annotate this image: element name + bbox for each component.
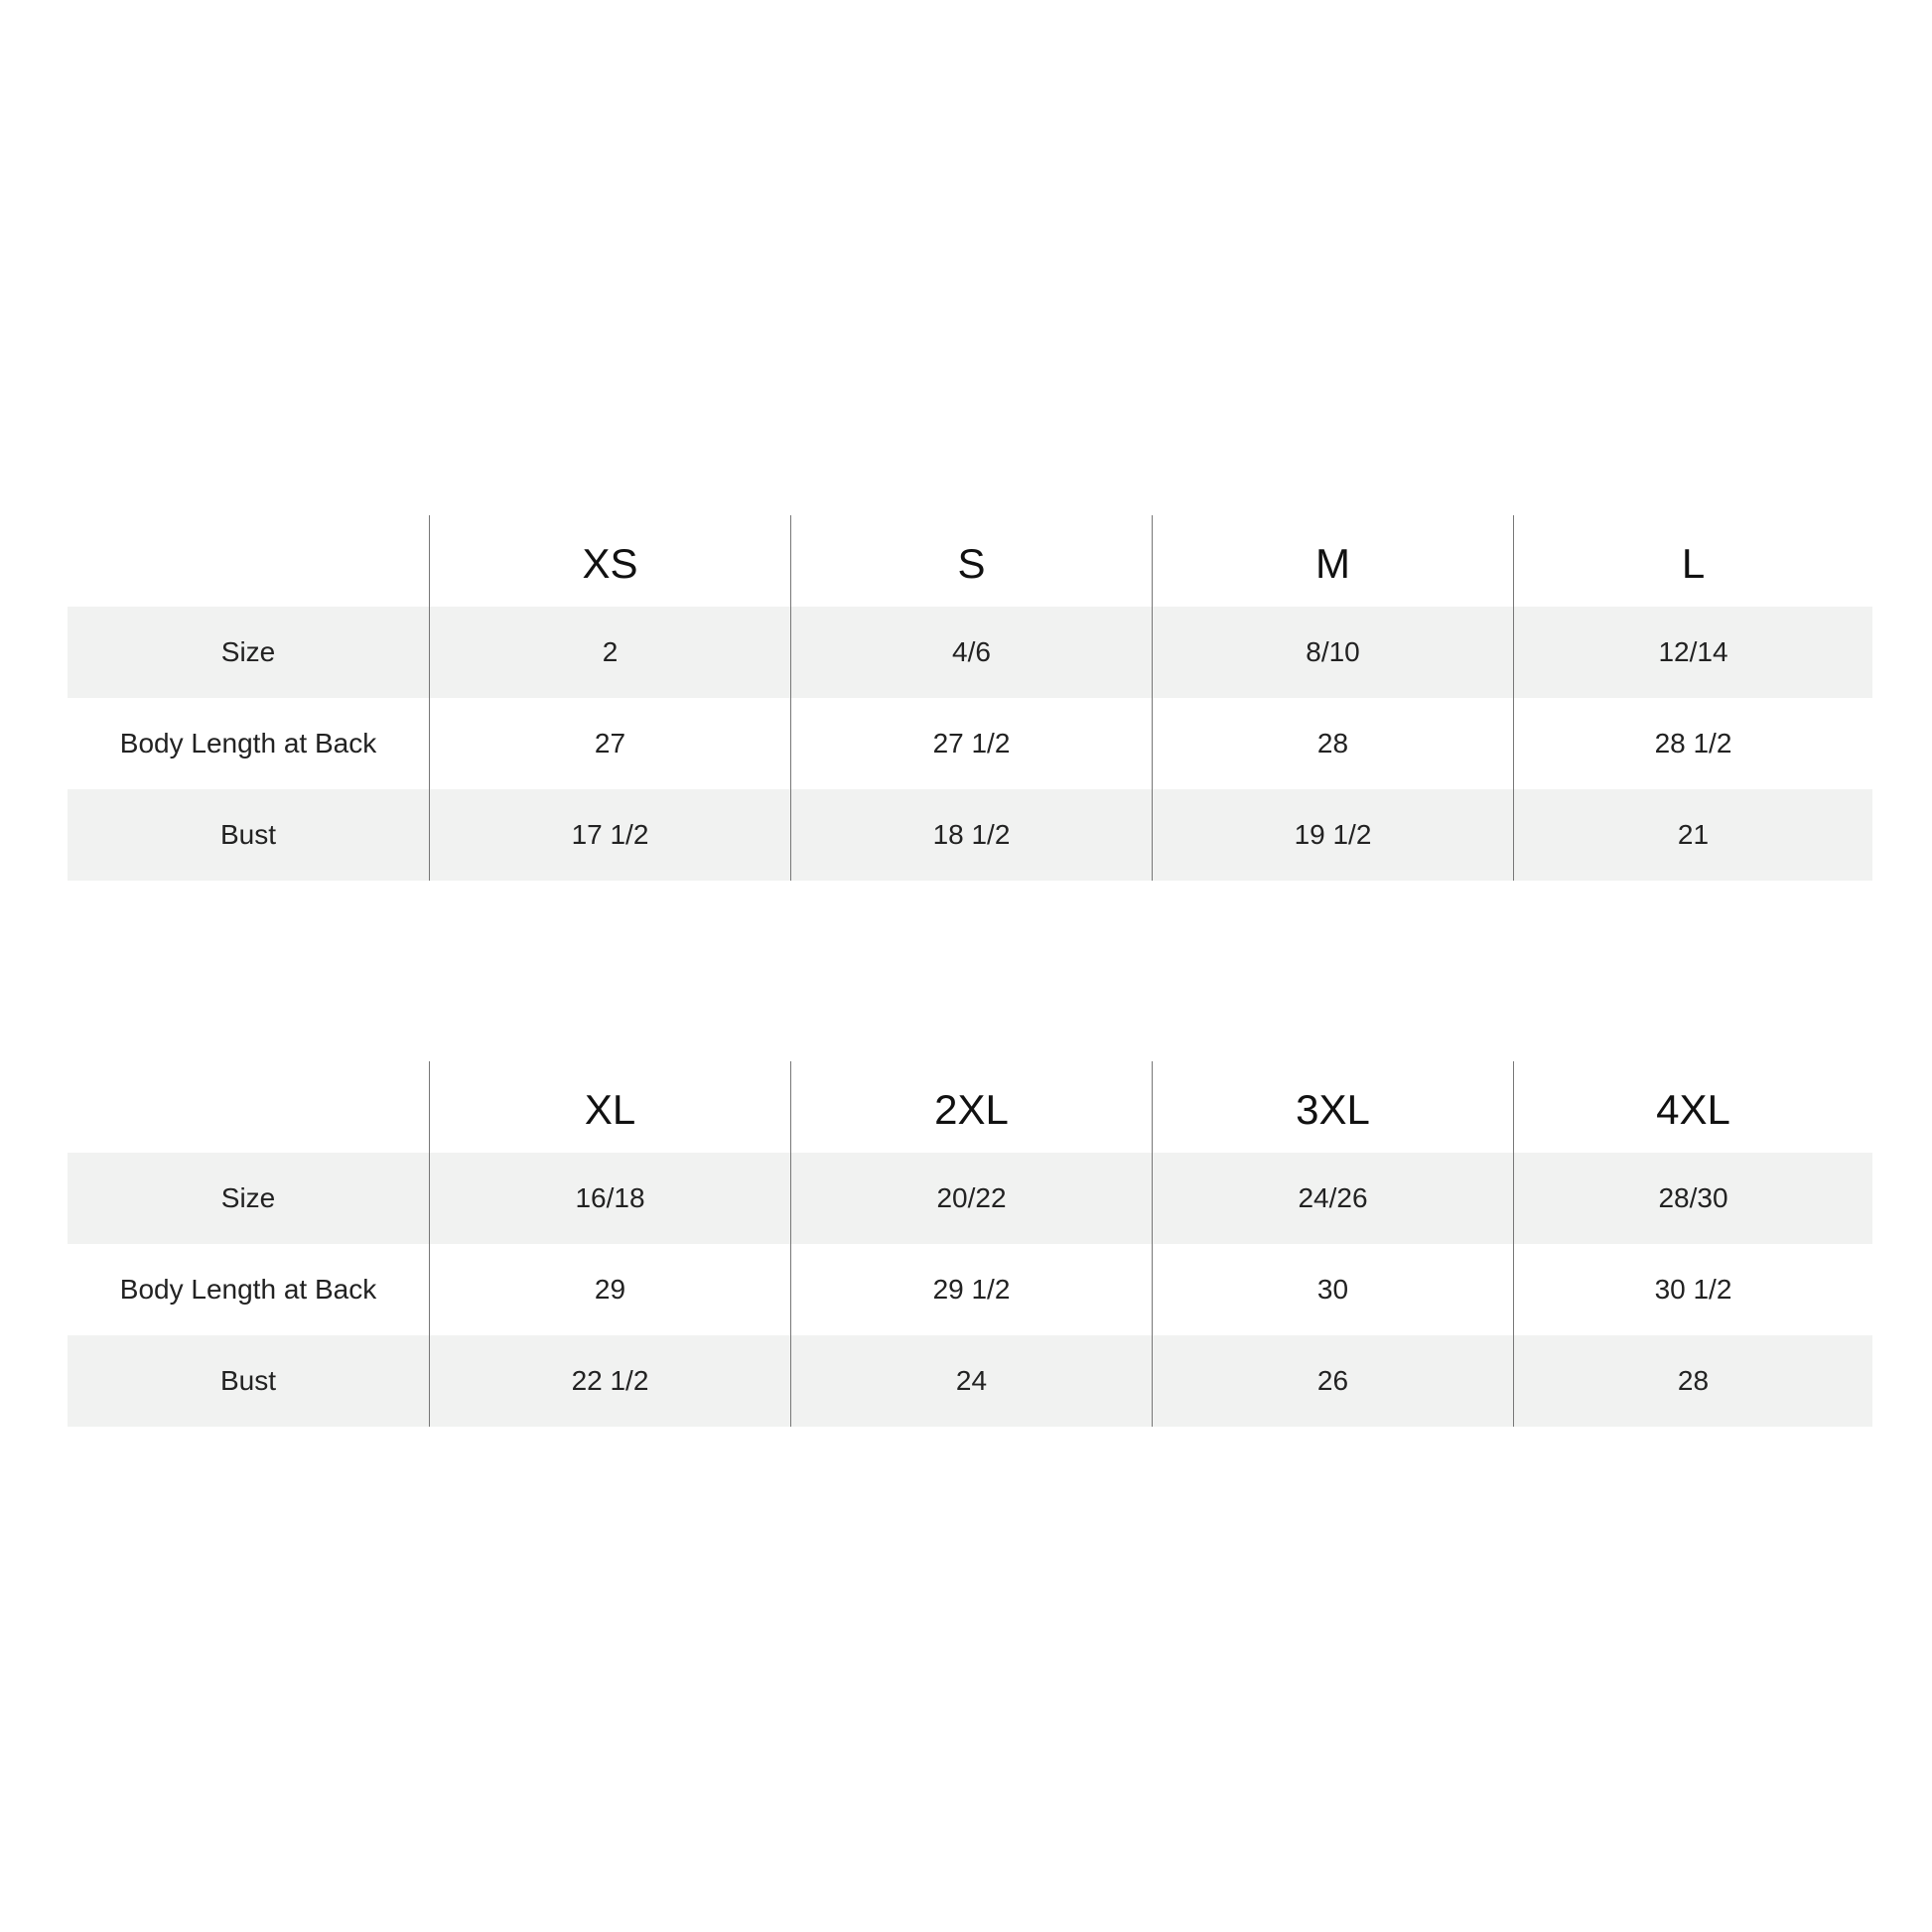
- column-header-l: L: [1513, 515, 1872, 607]
- row-label-size: Size: [68, 1153, 429, 1244]
- table-cell: 17 1/2: [429, 789, 790, 881]
- size-chart-table-2: [68, 1061, 1872, 1427]
- column-header-4xl: 4XL: [1513, 1061, 1872, 1153]
- row-label-size: Size: [68, 607, 429, 698]
- table-cell: 29 1/2: [790, 1244, 1152, 1335]
- table-cell: 28/30: [1513, 1153, 1872, 1244]
- table-header-corner: [68, 1061, 429, 1153]
- table-cell: 2: [429, 607, 790, 698]
- row-label-body-length: Body Length at Back: [119, 728, 377, 759]
- row-label-bust: Bust: [68, 1335, 429, 1427]
- table-cell: 22 1/2: [429, 1335, 790, 1427]
- table-cell: 28: [1513, 1335, 1872, 1427]
- table-header-corner: [68, 515, 429, 607]
- row-label-body-length: Body Length at Back: [119, 1274, 377, 1305]
- column-header-3xl: 3XL: [1152, 1061, 1513, 1153]
- column-header-xs: XS: [429, 515, 790, 607]
- table-cell: 28 1/2: [1513, 698, 1872, 789]
- column-header-s: S: [790, 515, 1152, 607]
- table-cell: 18 1/2: [790, 789, 1152, 881]
- table-cell: 28: [1152, 698, 1513, 789]
- table-cell: 26: [1152, 1335, 1513, 1427]
- table-cell: 21: [1513, 789, 1872, 881]
- table-cell: 30: [1152, 1244, 1513, 1335]
- table-cell: 27 1/2: [790, 698, 1152, 789]
- table-cell: 30 1/2: [1513, 1244, 1872, 1335]
- table-cell: 27: [429, 698, 790, 789]
- column-header-2xl: 2XL: [790, 1061, 1152, 1153]
- table-cell: 8/10: [1152, 607, 1513, 698]
- table-cell: 4/6: [790, 607, 1152, 698]
- column-header-xl: XL: [429, 1061, 790, 1153]
- table-cell: 12/14: [1513, 607, 1872, 698]
- size-chart-table-1: [68, 515, 1872, 881]
- table-cell: 19 1/2: [1152, 789, 1513, 881]
- table-cell: 24: [790, 1335, 1152, 1427]
- column-header-m: M: [1152, 515, 1513, 607]
- table-cell: 29: [429, 1244, 790, 1335]
- table-cell: 20/22: [790, 1153, 1152, 1244]
- table-cell: 16/18: [429, 1153, 790, 1244]
- table-cell: 24/26: [1152, 1153, 1513, 1244]
- row-label-bust: Bust: [68, 789, 429, 881]
